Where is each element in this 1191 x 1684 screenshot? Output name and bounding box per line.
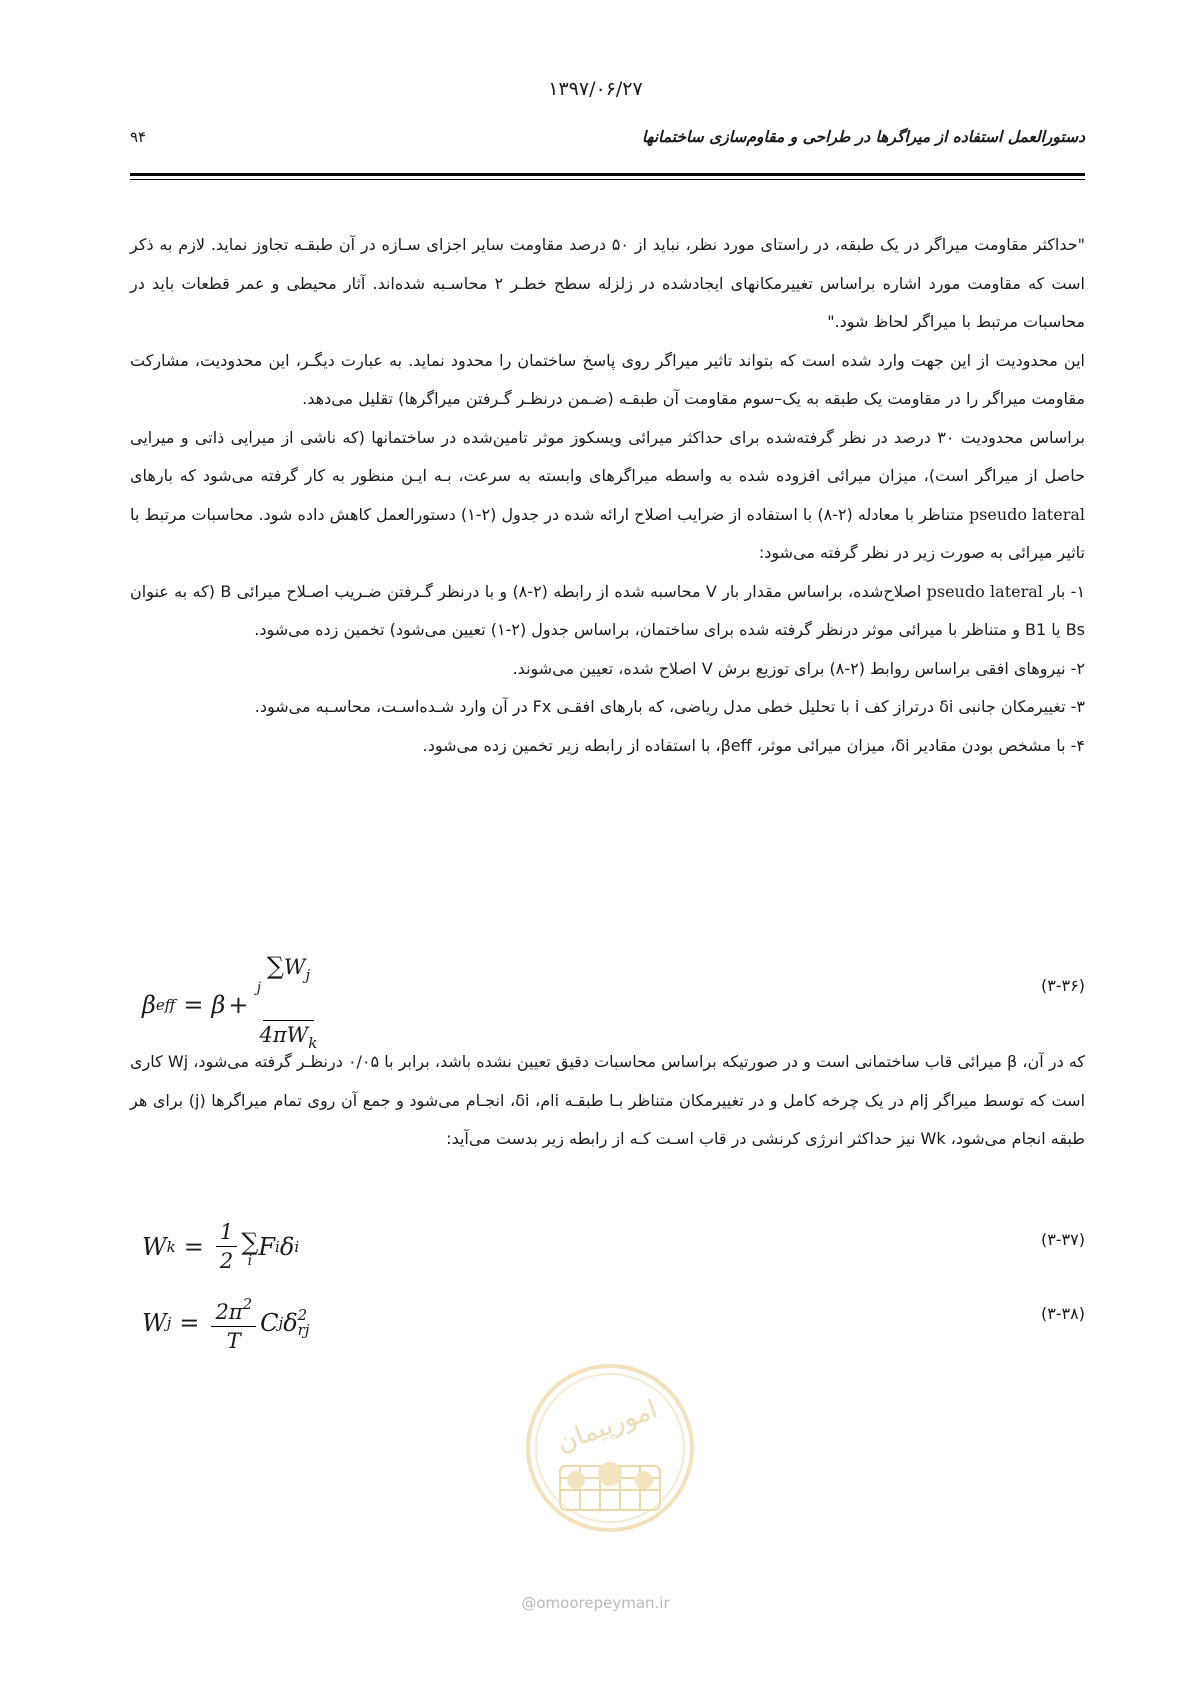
- print-date: ۱۳۹۷/۰۶/۲۷: [548, 78, 643, 100]
- numerator: 1: [216, 1218, 237, 1247]
- site-address: @omoorepeyman.ir: [521, 1594, 670, 1612]
- text-span: براساس محدودیت ۳۰ درصد در نظر گرفته‌شده برای حداکثر میرائی ویسکوز موثر تامین‌شده در ساختمانها (که ناشی از میرایی ذاتی و میرایی حاصل از میراگر است)، میزان میرائی افزوده شده به واسطه میراگرهای وابسته به سرعت، بـه ایـن منظور به کار گرفته می‌شود که بارهای: [130, 427, 1085, 485]
- sum-symbol: ∑: [241, 1227, 259, 1256]
- pseudo-lateral-term: pseudo lateral: [926, 581, 1043, 601]
- quoted-paragraph: "حداکثر مقاومت میراگر در یک طبقه، در راستای مورد نظر، نباید از ۵۰ درصد مقاومت سایر اجزای سـازه در آن طبقـه تجاوز نماید. لازم به ذکر است که مقاومت مورد اشاره براساس تغییرمکانهای ایجادشده در زلزله سطح خطـر ۲ محاسـبه شده‌اند. آثار محیطی و عمر قطعات باید در محاسبات مرتبط با میراگر لحاظ شود.": [130, 235, 1085, 331]
- equation-3-36: [130, 952, 1085, 1052]
- subscript: j: [305, 966, 311, 984]
- superscript: 2: [242, 1295, 253, 1313]
- subscript: i: [294, 1237, 300, 1256]
- denominator: 2: [219, 1249, 234, 1273]
- wk-symbol: W: [142, 1232, 167, 1261]
- numerator-var: W: [283, 955, 306, 979]
- page-number: ۹۴: [130, 128, 147, 146]
- equals-sign: =: [183, 1232, 204, 1261]
- equals-sign: =: [179, 1308, 200, 1337]
- subscript: k: [166, 1237, 176, 1256]
- main-text-continued: [130, 1043, 1085, 1159]
- running-title: دستورالعمل استفاده از میراگرها در طراحی و مقاوم‌سازی ساختمانها: [641, 128, 1085, 146]
- sum-index: j: [256, 980, 262, 996]
- sum-block: [241, 1227, 259, 1269]
- pseudo-lateral-term: pseudo lateral: [968, 504, 1086, 524]
- subscript: k: [308, 1034, 318, 1052]
- denominator: T: [226, 1329, 241, 1353]
- fraction: [211, 1290, 256, 1355]
- force-var: F: [258, 1232, 276, 1261]
- wj-symbol: W: [142, 1308, 167, 1337]
- sum-symbol: ∑: [266, 952, 284, 980]
- equation-number: (۳-۳۶): [1040, 976, 1085, 995]
- text-span: ۱- بار: [1042, 581, 1086, 601]
- equation-3-38: [130, 1290, 1085, 1354]
- equation-number: (۳-۳۸): [1040, 1304, 1085, 1323]
- numerator-var: 2π: [215, 1300, 243, 1324]
- text-span: متناظر با معادله (۲-۸) با استفاده از ضرایب اصلاح ارائه شده در جدول (۲-۱) دستورالعمل کاهش داده شود. محاسبات مرتبط با تاثیر میرائی به صورت زیر در نظر گرفته می‌شود:: [130, 504, 1085, 562]
- c-var: C: [260, 1308, 279, 1337]
- delta-var: δ: [279, 1232, 295, 1261]
- list-item-1: [130, 573, 1085, 650]
- text-span: اصلاح‌شده، براساس مقدار بار V محاسبه شده از رابطه (۲-۸) و با درنظر گـرفتن ضـریب اصـلاح میرائی B (که به عنوان Bs یا B1 و متناظر با میرائی موثر درنظر گرفته شده برای ساختمان، براساس جدول (۲-۱) تعیین می‌شود) تخمین زده می‌شود.: [130, 581, 1085, 639]
- header-rule-thick: [130, 173, 1085, 176]
- header-rule-thin: [130, 179, 1085, 180]
- equals-sign: =: [183, 990, 204, 1019]
- definition-paragraph: که در آن، β میرائی قاب ساختمانی است و در صورتیکه براساس محاسبات دقیق تعیین نشده باشد، برابر با ۰/۰۵ درنظـر گرفته می‌شود، Wj کاری است که توسط میراگر jام در یک چرخه کامل و در تغییرمکان متناظر بـا طبقـه iام، δi، انجـام می‌شود و جمع آن روی تمام میراگرها (j) برای هر طبقه انجام می‌شود، Wk نیز حداکثر انرژی کرنشی در قاب اسـت کـه از رابطه زیر بدست می‌آید:: [130, 1052, 1086, 1148]
- watermark-logo: [524, 1362, 696, 1534]
- page-header: [130, 128, 1085, 156]
- beta-symbol: β: [142, 990, 156, 1019]
- limitation-paragraph: این محدودیت از این جهت وارد شده است که بتواند تاثیر میراگر روی پاسخ ساختمان را محدود نماید. به عبارت دیگـر، این محدودیت، مشارکت مقاومت میراگر را در مقاومت یک طبقه به یک–سوم مقاومت آن طبقـه (ضـمن درنظـر گـرفتن میراگرها) تقلیل می‌دهد.: [130, 350, 1085, 408]
- list-item-4: ۴- با مشخص بودن مقادیر δi، میزان میرائی موثر، βeff، با استفاده از رابطه زیر تخمین زده می‌شود.: [422, 735, 1085, 755]
- main-text: [130, 226, 1085, 765]
- numerator: [211, 1290, 256, 1327]
- subscript: rj: [297, 1320, 310, 1339]
- subscript: i: [275, 1237, 280, 1256]
- delta-var: δ: [283, 1308, 298, 1337]
- subscript: j: [166, 1313, 172, 1332]
- superscript: 2: [297, 1305, 308, 1324]
- equation-body: [142, 952, 325, 1057]
- subscript: j: [278, 1313, 284, 1332]
- subscript: eff: [155, 995, 176, 1014]
- numerator: [256, 952, 314, 1021]
- list-item-2: ۲- نیروهای افقی براساس روابط (۲-۸) برای توزیع برش V اصلاح شده، تعیین می‌شوند.: [512, 658, 1085, 678]
- fraction: [216, 1218, 237, 1275]
- equation-3-37: [130, 1218, 1085, 1282]
- logo-lettering: امورپیمان: [553, 1394, 662, 1459]
- sum-index: i: [247, 1252, 253, 1269]
- plus-sign: +: [228, 990, 249, 1019]
- script-stack: [297, 1305, 310, 1339]
- equation-number: (۳-۳۷): [1040, 1230, 1085, 1249]
- beta-symbol: β: [211, 990, 226, 1019]
- denominator-var: 4πW: [259, 1023, 309, 1047]
- equation-body: [142, 1290, 309, 1355]
- list-item-3: ۳- تغییرمکان جانبی δi درتراز کف i با تحلیل خطی مدل ریاضی، که بارهای افقـی Fx در آن وارد شـده‌اسـت، محاسـبه می‌شود.: [254, 697, 1085, 716]
- equation-body: [142, 1218, 299, 1275]
- damping-paragraph: [130, 419, 1085, 573]
- fraction: [255, 952, 321, 1057]
